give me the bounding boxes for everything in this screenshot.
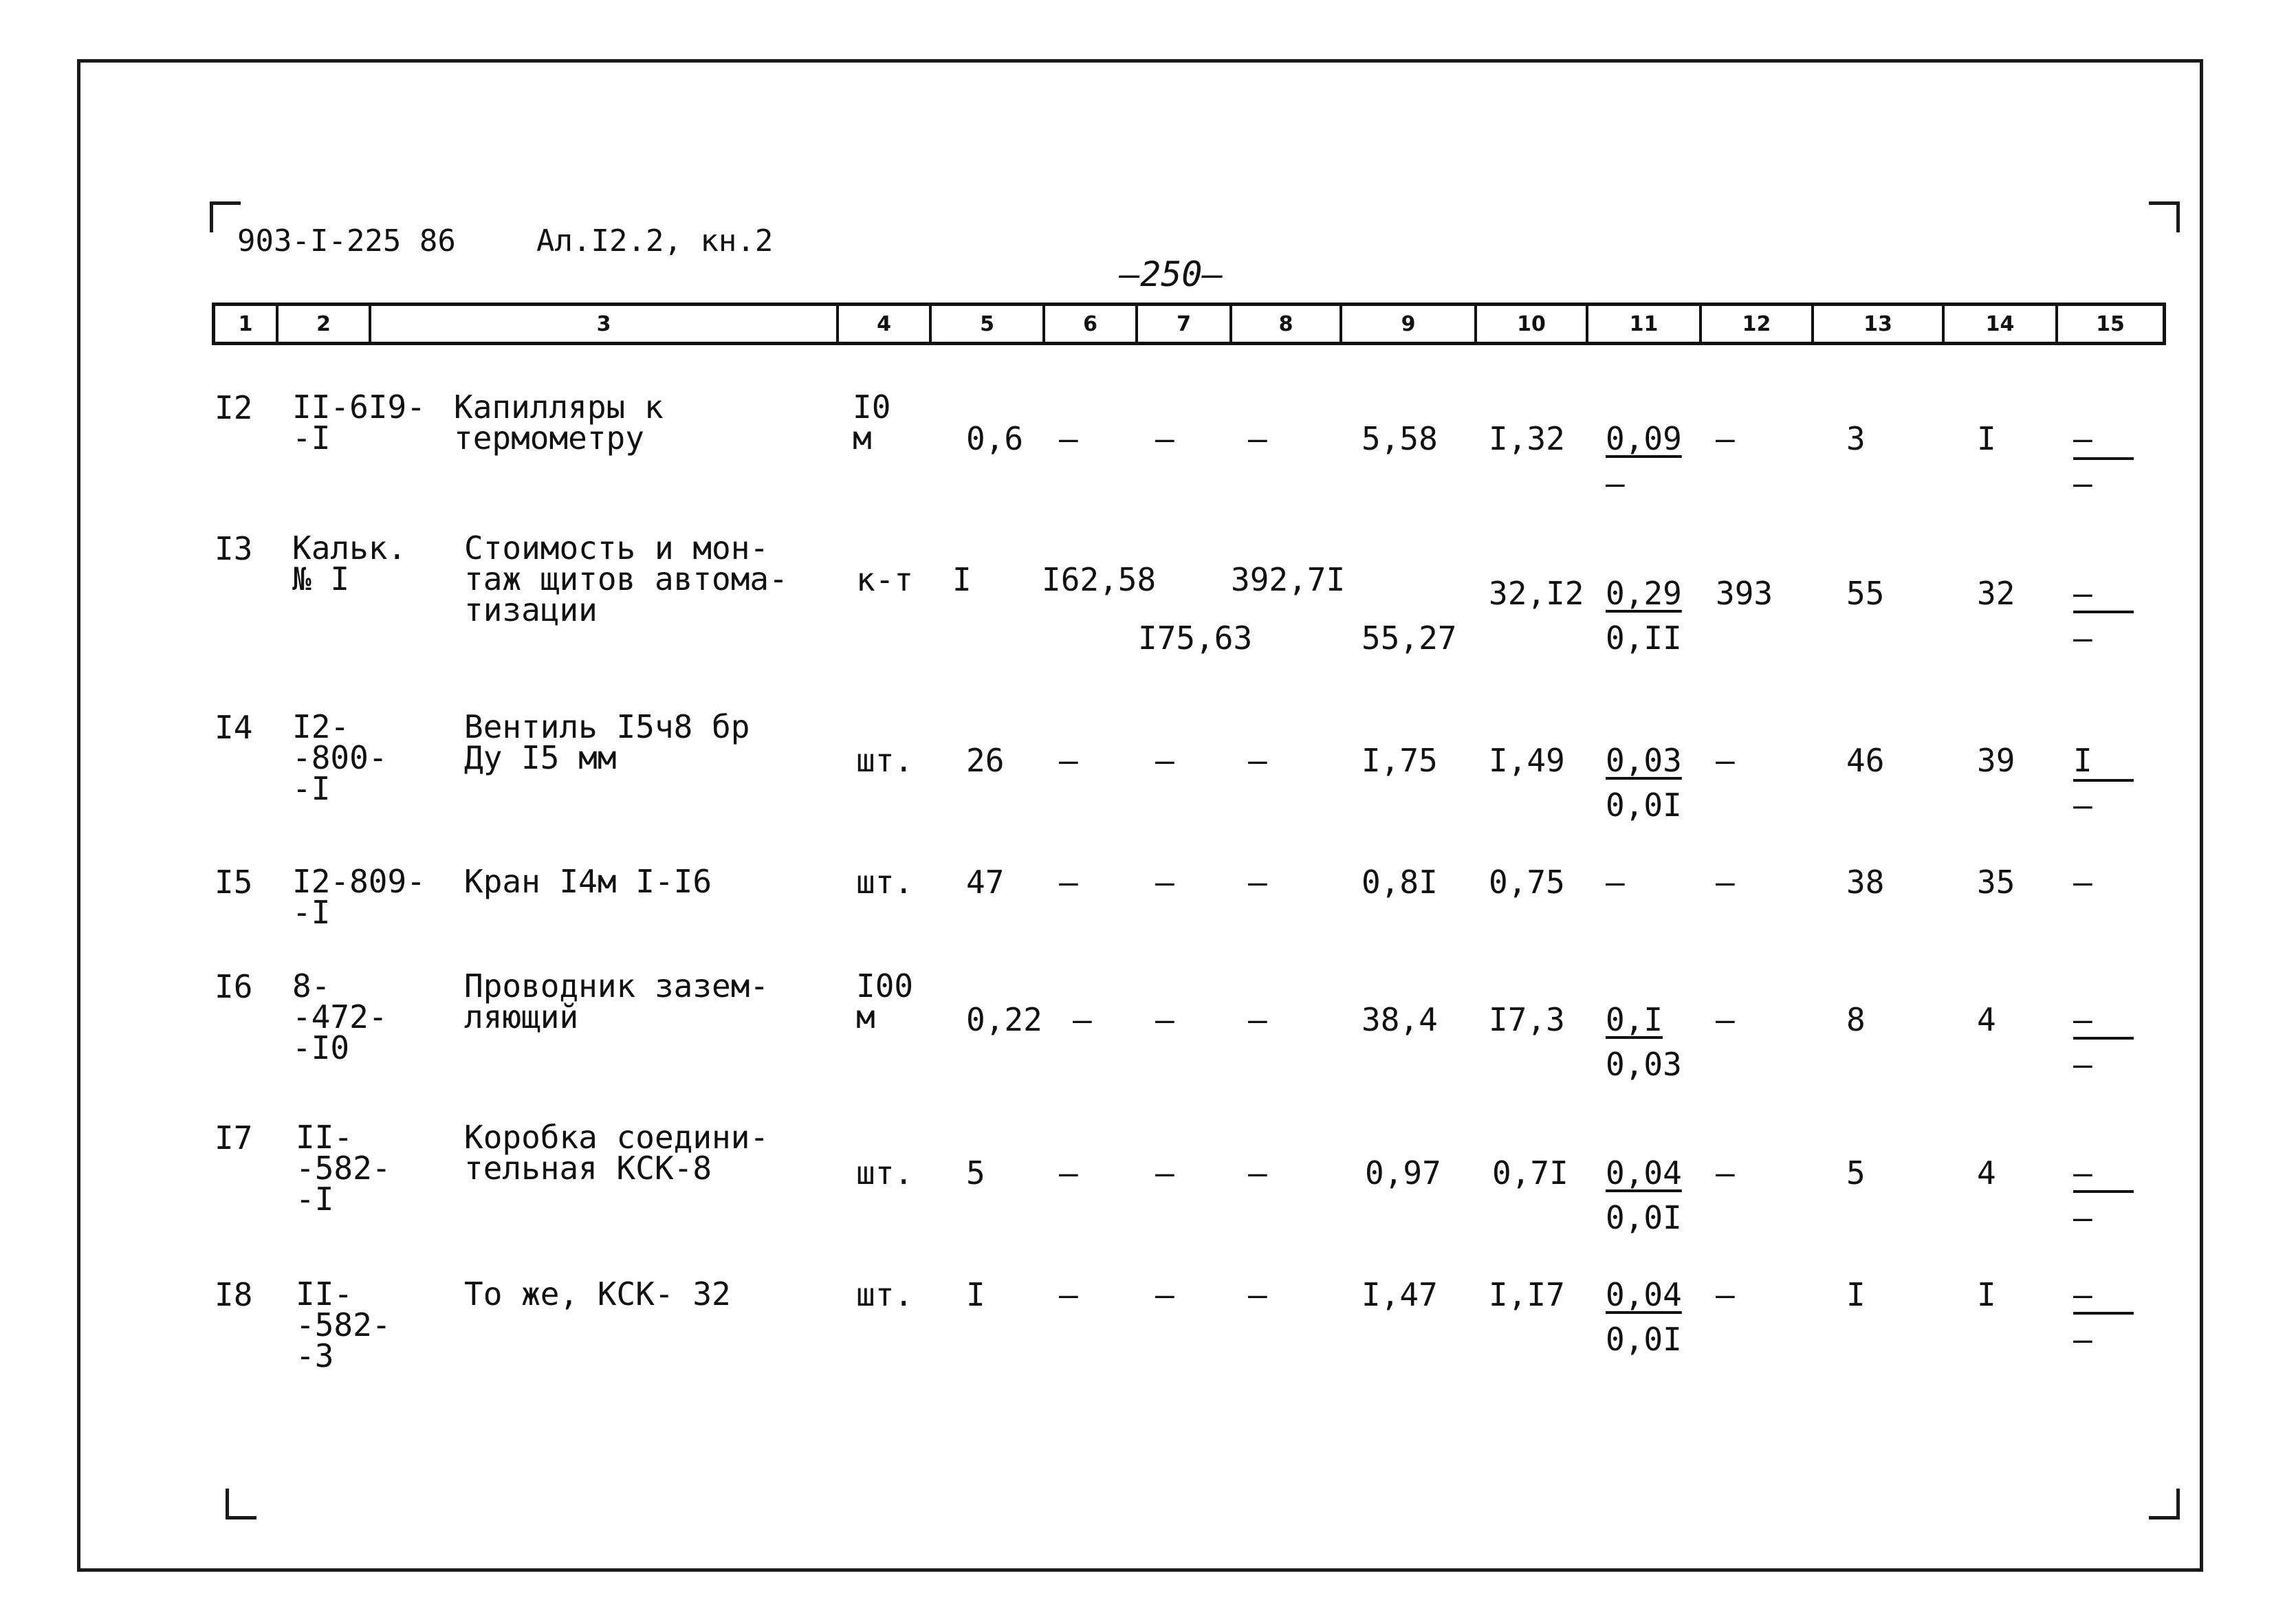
norm-code: II-6I9- -I (292, 388, 426, 457)
row-number: I3 (215, 530, 253, 567)
norm-code: I2- -800- -I (292, 708, 388, 808)
item-name: То же, КСК- 32 (464, 1275, 731, 1313)
col15-fraction-line (2073, 457, 2134, 460)
column-header-1: 1 (215, 306, 278, 342)
col7-value: I75,63 (1138, 619, 1253, 657)
col11-value-bottom: 0,03 (1606, 1046, 1682, 1083)
column-number-header (212, 303, 2166, 345)
col11-value-top: 0,29 (1606, 575, 1682, 612)
col15-value-top: – (2073, 864, 2092, 901)
unit: шт. (856, 1276, 914, 1313)
item-name: Стоимость и мон- таж щитов автома- тизации (464, 529, 788, 629)
col8-value: – (1248, 1276, 1267, 1313)
col15-value-top: – (2073, 1154, 2092, 1192)
item-name: Вентиль I5ч8 бр Ду I5 мм (464, 708, 750, 777)
col8-value: 392,7I (1231, 561, 1346, 598)
col15-value-bottom: – (2073, 1199, 2092, 1236)
col15-value-top: – (2073, 1001, 2092, 1038)
column-header-2: 2 (278, 306, 371, 342)
col15-value-bottom: – (2073, 1321, 2092, 1358)
col10-value: I,I7 (1489, 1276, 1565, 1313)
col10-value: I7,3 (1489, 1001, 1565, 1038)
quantity: 0,6 (966, 420, 1024, 457)
col10-value: 0,75 (1489, 864, 1565, 901)
column-header-6: 6 (1045, 306, 1138, 342)
quantity: I (966, 1276, 985, 1313)
row-number: I8 (215, 1276, 253, 1313)
col7-value: – (1155, 1276, 1174, 1313)
col14-value: I (1977, 420, 1996, 457)
col9-value: 55,27 (1362, 619, 1457, 657)
col13-value: 5 (1846, 1154, 1866, 1192)
col14-value: 32 (1977, 575, 2015, 612)
col10-value: 0,7I (1492, 1154, 1568, 1192)
col8-value: – (1248, 1154, 1267, 1192)
unit: шт. (856, 1154, 914, 1192)
col9-value: 38,4 (1362, 1001, 1438, 1038)
column-header-3: 3 (371, 306, 839, 342)
col13-value: 38 (1846, 864, 1885, 901)
unit: I00 м (856, 967, 914, 1036)
col6-value: – (1059, 1154, 1078, 1192)
item-name: Коробка соедини- тельная КСК-8 (464, 1119, 769, 1187)
col11-value-top: – (1606, 864, 1625, 901)
row-number: I4 (215, 709, 253, 746)
col13-value: 55 (1846, 575, 1885, 612)
col14-value: 4 (1977, 1154, 1996, 1192)
col9-value: I,75 (1362, 742, 1438, 779)
col6-value: – (1059, 1276, 1078, 1313)
col15-value-top: – (2073, 1276, 2092, 1313)
norm-code: II- -582- -3 (296, 1275, 391, 1375)
col15-fraction-line (2073, 1312, 2134, 1315)
norm-code: Кальк. № I (292, 529, 407, 598)
quantity: I (952, 561, 972, 598)
column-header-13: 13 (1814, 306, 1945, 342)
col7-value: – (1155, 420, 1174, 457)
unit: шт. (856, 864, 914, 901)
col15-fraction-line (2073, 1190, 2134, 1193)
corner-mark-bottom-left (226, 1489, 256, 1519)
column-header-4: 4 (839, 306, 932, 342)
col6-value: – (1059, 864, 1078, 901)
col15-value-bottom: – (2073, 787, 2092, 824)
item-name: Капилляры к термометру (454, 388, 664, 457)
unit: шт. (856, 742, 914, 779)
corner-mark-top-right (2149, 201, 2180, 232)
row-number: I2 (215, 389, 253, 426)
col12-value: – (1716, 1154, 1735, 1192)
document-code: 903-I-225 86 (237, 223, 456, 259)
col13-value: 46 (1846, 742, 1885, 779)
col10-value: I,32 (1489, 420, 1565, 457)
col9-value: 5,58 (1362, 420, 1438, 457)
col6-value: I62,58 (1042, 561, 1157, 598)
column-header-11: 11 (1588, 306, 1702, 342)
col6-value: – (1059, 420, 1078, 457)
column-header-12: 12 (1702, 306, 1814, 342)
column-header-10: 10 (1477, 306, 1588, 342)
col15-value-bottom: – (2073, 465, 2092, 502)
col12-value: – (1716, 420, 1735, 457)
col10-value: 32,I2 (1489, 575, 1584, 612)
column-header-7: 7 (1138, 306, 1232, 342)
corner-mark-top-left (210, 201, 241, 232)
col13-value: 3 (1846, 420, 1866, 457)
column-header-8: 8 (1232, 306, 1342, 342)
norm-code: 8- -472- -I0 (292, 967, 388, 1067)
col11-value-top: 0,09 (1606, 420, 1682, 457)
quantity: 47 (966, 864, 1005, 901)
col14-value: 35 (1977, 864, 2015, 901)
item-name: Кран I4м I-I6 (464, 863, 712, 900)
col7-value: – (1155, 1001, 1174, 1038)
col11-value-top: 0,I (1606, 1001, 1663, 1038)
quantity: 0,22 (966, 1001, 1042, 1038)
col12-value: – (1716, 1001, 1735, 1038)
column-header-9: 9 (1342, 306, 1477, 342)
col8-value: – (1248, 864, 1267, 901)
col11-value-top: 0,04 (1606, 1154, 1682, 1192)
column-header-15: 15 (2096, 311, 2125, 336)
col8-value: – (1248, 1001, 1267, 1038)
quantity: 26 (966, 742, 1005, 779)
column-header-14: 14 (1945, 306, 2058, 342)
corner-mark-bottom-right (2149, 1489, 2180, 1519)
col11-value-top: 0,04 (1606, 1276, 1682, 1313)
row-number: I7 (215, 1119, 253, 1156)
norm-code: I2-809- -I (292, 863, 426, 932)
col15-value-top: – (2073, 420, 2092, 457)
col15-value-bottom: – (2073, 619, 2092, 657)
col11-value-bottom: 0,II (1606, 619, 1682, 657)
col14-value: I (1977, 1276, 1996, 1313)
col11-value-bottom: 0,0I (1606, 1321, 1682, 1358)
col9-value: 0,8I (1362, 864, 1438, 901)
col15-value-top: I (2073, 742, 2092, 779)
col11-value-bottom: – (1606, 465, 1625, 502)
col12-value: – (1716, 1276, 1735, 1313)
col8-value: – (1248, 420, 1267, 457)
col7-value: – (1155, 1154, 1174, 1192)
norm-code: II- -582- -I (296, 1119, 391, 1218)
page-number: —250— (1119, 254, 1223, 294)
col9-value: 0,97 (1365, 1154, 1441, 1192)
col15-value-top: – (2073, 575, 2092, 612)
col7-value: – (1155, 864, 1174, 901)
col7-value: – (1155, 742, 1174, 779)
row-number: I6 (215, 968, 253, 1005)
col15-fraction-line (2073, 779, 2134, 782)
unit: I0 м (853, 388, 891, 457)
column-header-5: 5 (932, 306, 1045, 342)
col12-value: – (1716, 742, 1735, 779)
col6-value: – (1059, 742, 1078, 779)
col11-value-bottom: 0,0I (1606, 787, 1682, 824)
col13-value: I (1846, 1276, 1866, 1313)
col10-value: I,49 (1489, 742, 1565, 779)
col9-value: I,47 (1362, 1276, 1438, 1313)
col15-fraction-line (2073, 611, 2134, 613)
col14-value: 4 (1977, 1001, 1996, 1038)
col11-value-bottom: 0,0I (1606, 1199, 1682, 1236)
col15-fraction-line (2073, 1037, 2134, 1040)
item-name: Проводник зазем- ляющий (464, 967, 769, 1036)
col12-value: – (1716, 864, 1735, 901)
col8-value: – (1248, 742, 1267, 779)
col12-value: 393 (1716, 575, 1773, 612)
row-number: I5 (215, 864, 253, 901)
col14-value: 39 (1977, 742, 2015, 779)
col15-value-bottom: – (2073, 1046, 2092, 1083)
col6-value: – (1073, 1001, 1092, 1038)
unit: к-т (856, 561, 914, 598)
album-sheet-reference: Ал.I2.2, кн.2 (536, 223, 774, 259)
quantity: 5 (966, 1154, 985, 1192)
col13-value: 8 (1846, 1001, 1866, 1038)
col11-value-top: 0,03 (1606, 742, 1682, 779)
